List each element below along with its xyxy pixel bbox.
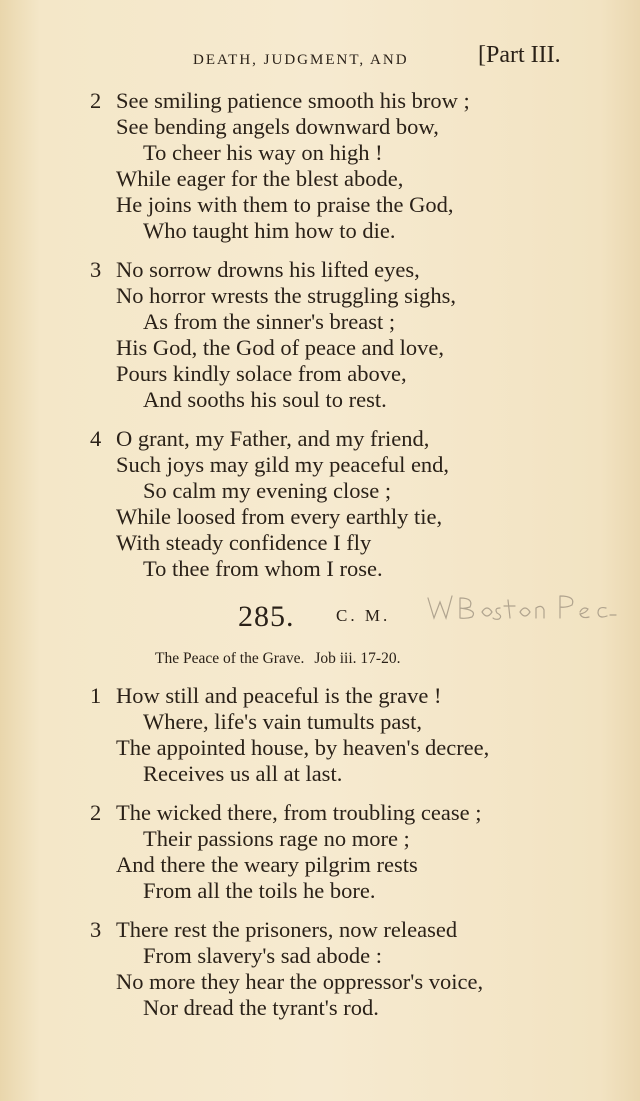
verse-line: The appointed house, by heaven's decree,: [116, 735, 490, 760]
verse-line: And sooths his soul to rest.: [143, 387, 387, 412]
stanza-number: 4: [90, 426, 102, 451]
verse-line: From slavery's sad abode :: [143, 943, 383, 968]
hymn-number: 285.: [238, 600, 295, 633]
verse-line: The wicked there, from troubling cease ;: [116, 800, 482, 825]
verse-line: And there the weary pilgrim rests: [116, 852, 418, 877]
part-label: [Part III.: [478, 42, 561, 68]
verse-line: His God, the God of peace and love,: [116, 335, 445, 360]
verse-line: There rest the prisoners, now released: [116, 917, 458, 942]
verse-line: Where, life's vain tumults past,: [143, 709, 422, 734]
verse-line: As from the sinner's breast ;: [143, 309, 396, 334]
verse-line: How still and peaceful is the grave !: [116, 683, 442, 708]
verse-line: With steady confidence I fly: [116, 530, 372, 555]
verse-line: Receives us all at last.: [143, 761, 343, 786]
verse-line: No horror wrests the struggling sighs,: [116, 283, 456, 308]
hymn-meter: C. M.: [336, 606, 391, 625]
handwritten-signature: [420, 588, 620, 628]
verse-line: Pours kindly solace from above,: [116, 361, 407, 386]
verse-line: So calm my evening close ;: [143, 478, 392, 503]
stanza-number: 1: [90, 683, 102, 708]
verse-line: To cheer his way on high !: [143, 140, 383, 165]
stanza-number: 2: [90, 88, 102, 113]
verse-line: To thee from whom I rose.: [143, 556, 383, 581]
running-header: [0, 42, 640, 76]
verse-line: Their passions rage no more ;: [143, 826, 410, 851]
hymn-subtitle: [155, 650, 400, 668]
verse-line: While eager for the blest abode,: [116, 166, 404, 191]
verse-line: No sorrow drowns his lifted eyes,: [116, 257, 420, 282]
verse-line: See smiling patience smooth his brow ;: [116, 88, 470, 113]
running-title: DEATH, JUDGMENT, AND: [193, 52, 409, 68]
hymn-title: The Peace of the Grave.: [155, 650, 305, 667]
verse-line: See bending angels downward bow,: [116, 114, 439, 139]
stanza-number: 2: [90, 800, 102, 825]
verse-line: While loosed from every earthly tie,: [116, 504, 443, 529]
scripture-reference: Job iii. 17-20.: [314, 650, 401, 667]
verse-line: No more they hear the oppressor's voice,: [116, 969, 484, 994]
verse-line: He joins with them to praise the God,: [116, 192, 454, 217]
verse-line: Such joys may gild my peaceful end,: [116, 452, 450, 477]
verse-line: From all the toils he bore.: [143, 878, 376, 903]
verse-line: Nor dread the tyrant's rod.: [143, 995, 379, 1020]
verse-line: Who taught him how to die.: [143, 218, 396, 243]
verse-line: O grant, my Father, and my friend,: [116, 426, 430, 451]
stanza-number: 3: [90, 257, 102, 282]
stanza-number: 3: [90, 917, 102, 942]
